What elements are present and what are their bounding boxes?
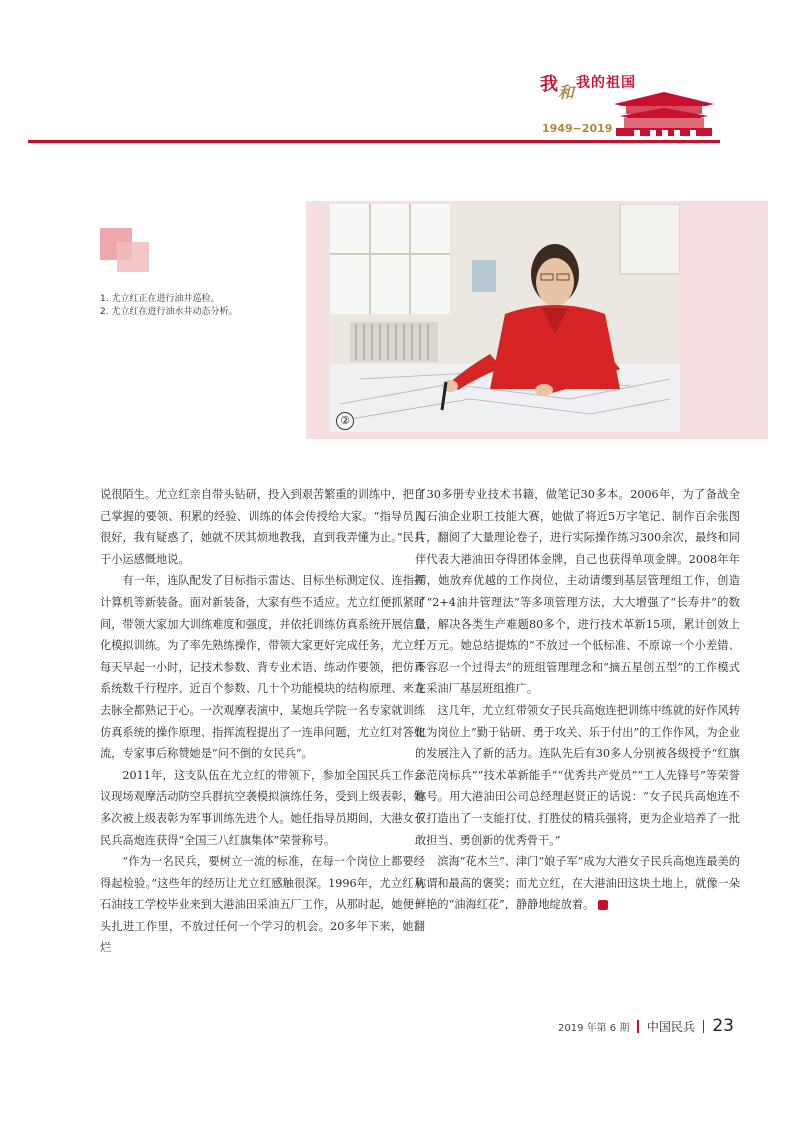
decor-square — [117, 242, 149, 272]
footer-magazine: 中国民兵 — [646, 1019, 695, 1034]
article-column-right — [415, 484, 740, 916]
footer-separator — [703, 1020, 705, 1033]
photo-woman-analyzing-charts — [330, 204, 680, 432]
logo-char-wo: 我 — [540, 74, 558, 95]
paragraph-last — [415, 851, 740, 916]
footer-issue: 2019 年第 6 期 — [557, 1022, 630, 1034]
paragraph: “作为一名民兵，要树立一流的标准，在每一个岗位上都要经得起检验。”这些年的经历让尤立红感触很深。1996年，尤立红从石油技工学校毕业来到大港油田采油五厂工作，从那时起，她便一头扎进工作里，不放过任何一个学习的机会。20多年下来，她翻烂 — [100, 855, 425, 955]
article-column-left — [100, 484, 425, 959]
logo-years: 1949−2019 — [542, 122, 613, 135]
footer-separator — [637, 1020, 639, 1033]
end-mark-icon: B — [598, 900, 608, 910]
caption-2: 2. 尤立红在进行油水井动态分析。 — [100, 307, 238, 317]
paragraph: 滨海“花木兰”、津门“娘子军”成为大港女子民兵高炮连最美的称谓和最高的褒奖；而尤立红，在大港油田这块土地上，就像一朵鲜艳的“油海红花”，静静地绽放着。 — [415, 855, 740, 912]
page-number: 23 — [712, 1016, 734, 1036]
photo-illustration — [330, 204, 680, 432]
logo-char-he: 和 — [558, 83, 575, 102]
paragraph: 这几年，尤立红带领女子民兵高炮连把训练中练就的好作风转化为岗位上“勤于钻研、勇于攻关、乐于付出”的工作作风，为企业的发展注入了新的活力。连队先后有30多人分别被各级授予“红旗示范岗标兵”“技术革新能手”“优秀共产党员”“工人先锋号”等荣誉称号。用大港油田公司总经理赵贤正的话说：“女子民兵高炮连不仅打造出了一支能打仗、打胜仗的精兵强将，更为企业培养了一批敢担当、勇创新的优秀骨干。” — [415, 703, 740, 847]
caption-1: 1. 尤立红正在进行油井巡检。 — [100, 294, 220, 304]
paragraph: 2011年，这支队伍在尤立红的带领下，参加全国民兵工作会议现场观摩活动防空兵群抗空袭模拟演练任务，受到上级表彰，她多次被上级表彰为军事训练先进个人。她任指导员期间，大港女子民兵高炮连获得“全国三八红旗集体”荣誉称号。 — [100, 768, 425, 847]
header-rule — [28, 140, 720, 143]
logo-title: 我的祖国 — [576, 75, 636, 91]
paragraph: 有一年，连队配发了目标指示雷达、目标坐标测定仪、连指挥计算机等新装备。面对新装备，大家有些不适应。尤立红便抓紧时间，带领大家加大训练难度和强度，并依托训练仿真系统开展信息化模拟训练。为了率先熟练操作，带领大家更好完成任务，尤立红每天早起一小时，记技术参数、背专业术语、练动作要领，把仿真系统数千行程序、近百个参数、几十个功能模块的结构原理、来龙去脉全都熟记于心。一次观摩表演中，某炮兵学院一名专家就训练仿真系统的操作原理、指挥流程提出了一连串问题，尤立红对答如流，专家事后称赞她是“问不倒的女民兵”。 — [100, 574, 425, 761]
paragraph: 了30多册专业技术书籍，做笔记30多本。2006年，为了备战全国石油企业职工技能大赛，她做了将近5万字笔记、制作百余张图片，翻阅了大量理论卷子，进行实际操作练习300余次，最终和同伴代表大港油田夺得团体金牌，自己也获得单项金牌。2008年年初，她放弃优越的工作岗位，主动请缨到基层管理组工作，创造了“2+4油井管理法”等多项管理方法，大大增强了“长寿井”的数量，解决各类生产难题80多个，进行技术革新15项，累计创效上千万元。她总结提炼的“不放过一个低标准、不原谅一个小差错、不容忍一个过得去”的班组管理理念和“摘五星创五型”的工作模式在采油厂基层班组推广。 — [415, 488, 740, 696]
paragraph: 说很陌生。尤立红亲自带头钻研，投入到艰苦繁重的训练中，把自己掌握的要领、积累的经验、训练的体会传授给大家。“指导员人很好，我有疑惑了，她就不厌其烦地教我，直到我弄懂为止。”民兵于小运感慨地说。 — [100, 488, 425, 566]
photo-captions — [100, 293, 237, 319]
page-footer — [558, 1016, 734, 1036]
photo-number-badge: ② — [336, 412, 354, 430]
tiananmen-gate-icon — [610, 88, 718, 138]
header-logo — [540, 70, 720, 140]
